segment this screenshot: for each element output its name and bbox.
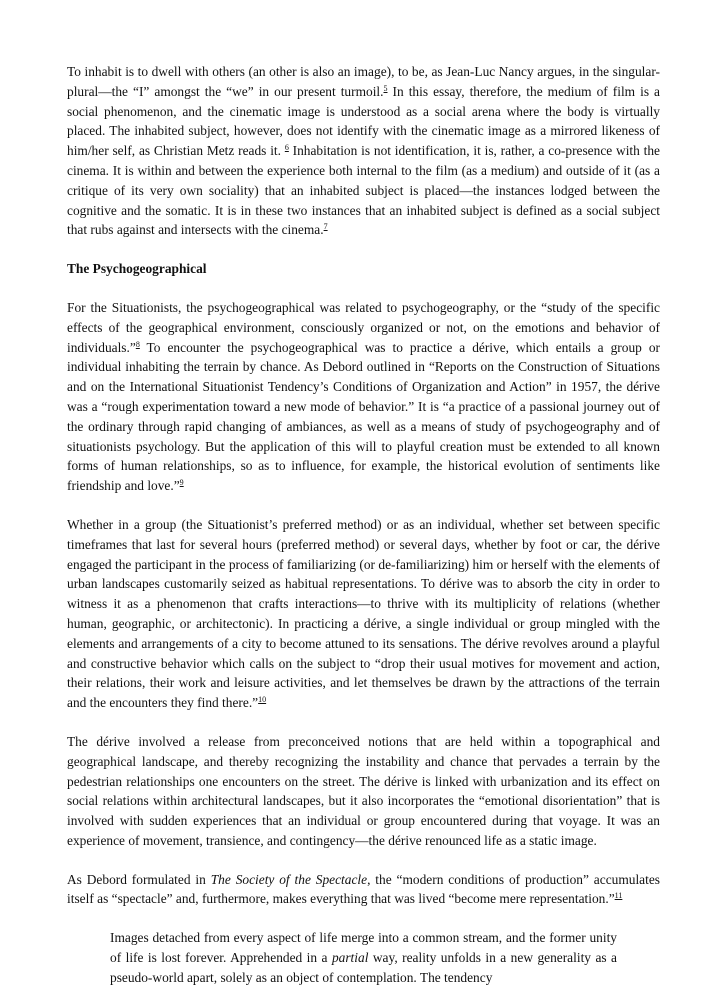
footnote-ref-6[interactable]: 6 bbox=[284, 143, 289, 153]
paragraph-debord: As Debord formulated in The Society of the Spectacle, the “modern conditions of production” accumulates itself as “spectacle” and, furthermore, makes everything that was lived “become mere representation.”$^{11}$ bbox=[67, 871, 660, 907]
paragraph-inhabitation: To inhabit is to dwell with others (an other is also an image), to be, as Jean-Luc Nancy argues, in the singular-plural—the “I” amongst the “we” in our present turmoil.$^5$ In this essay, therefore, the medium of film is a social phenomenon, and the cinematic image is understood as a social arena where the body is virtually placed. The inhabited subject, however, does not identify with the cinematic image as a mirrored likeness of him/her self, as Christian Metz reads it. $^6$ Inhabitation is not identification, it is, rather, a co-presence with the cinema. It is within and between the experience both internal to the film (as a medium) and outside of it (as a critique of its very own sociality) that an inhabited subject is placed—the instances lodged between the cognitive and the somatic. It is in these two instances that an inhabited subject is defined as a social subject that rubs against and intersects with the cinema.$^7$ bbox=[67, 64, 661, 238]
paragraph-derive-group: Whether in a group (the Situationist’s preferred method) or as an individual, whether set between specific timeframes that last for several hours (preferred method) or several days, whether by foot or car, the dérive engaged the participant in the process of familiarizing (or de-familiarizing) him or herself with the elements of urban landscapes customarily seized as habitual representations. To dérive was to absorb the city in order to witness it as a phenomenon that crafts interactions—to thrive with its multiplicity of relations (whether human, geographic, or architectonic). In practicing a dérive, a single individual or group mingled with the elements and arrangements of a city to become attuned to its sensations. The dérive revolves around a playful and constructive behavior which calls on the subject to “drop their usual motives for movement and action, their relations, their work and leisure activities, and let themselves be drawn by the attractions of the terrain and the encounters they find there.”$^{10}$ bbox=[67, 516, 660, 711]
quote-emphasis: partial bbox=[331, 950, 369, 966]
footnote-ref-11[interactable]: 11 bbox=[614, 891, 623, 901]
footnote-ref-7[interactable]: 7 bbox=[323, 222, 328, 232]
block-quote: Images detached from every aspect of life merge into a common stream, and the former unity of life is lost forever. Apprehended in a partial way, reality unfolds in a new generality as a pseudo-world apart, solely as an object of contemplation. The tendency bbox=[110, 930, 617, 985]
footnote-ref-5[interactable]: 5 bbox=[383, 83, 388, 93]
section-heading: The Psychogeographical bbox=[67, 261, 207, 277]
book-title: The Society of the Spectacle bbox=[210, 871, 368, 887]
paragraph-situationists: For the Situationists, the psychogeographical was related to psychogeography, or the “study of the specific effects of the geographical environment, consciously organized or not, on the emotions and behavior of individuals.”$^8$ To encounter the psychogeographical was to practice a dérive, which entails a group or individual inhabiting the terrain by chance. As Debord outlined in “Reports on the Construction of Situations and on the International Situationist Tendency’s Conditions of Organization and Action” in 1957, the dérive was a “rough experimentation toward a new mode of behavior.” It is “a practice of a passional journey out of the ordinary through rapid changing of ambiances, as well as a means of study of psychogeography and of situationists psychology. But the application of this will to playful creation must be extended to all known forms of human relationships, so as to influence, for example, the historical evolution of sentiments like friendship and love.”$^9$ bbox=[67, 299, 660, 494]
document-page bbox=[67, 62, 660, 988]
footnote-ref-8[interactable]: 8 bbox=[135, 339, 140, 349]
paragraph-derive-release: The dérive involved a release from preconceived notions that are held within a topographical and geographical landscape, and thereby recognizing the instability and chance that pervades a terrain by the pedestrian relationships one encounters on the street. The dérive is linked with urbanization and its effect on social relations within architectural landscapes, but it also incorporates the “emotional disorientation” that is involved with sudden experiences that an individual or group encountered during that voyage. It was an experience of movement, transience, and contingency—the dérive renounced life as a static image. bbox=[67, 733, 660, 848]
footnote-ref-9[interactable]: 9 bbox=[179, 478, 184, 488]
footnote-ref-10[interactable]: 10 bbox=[258, 695, 267, 705]
